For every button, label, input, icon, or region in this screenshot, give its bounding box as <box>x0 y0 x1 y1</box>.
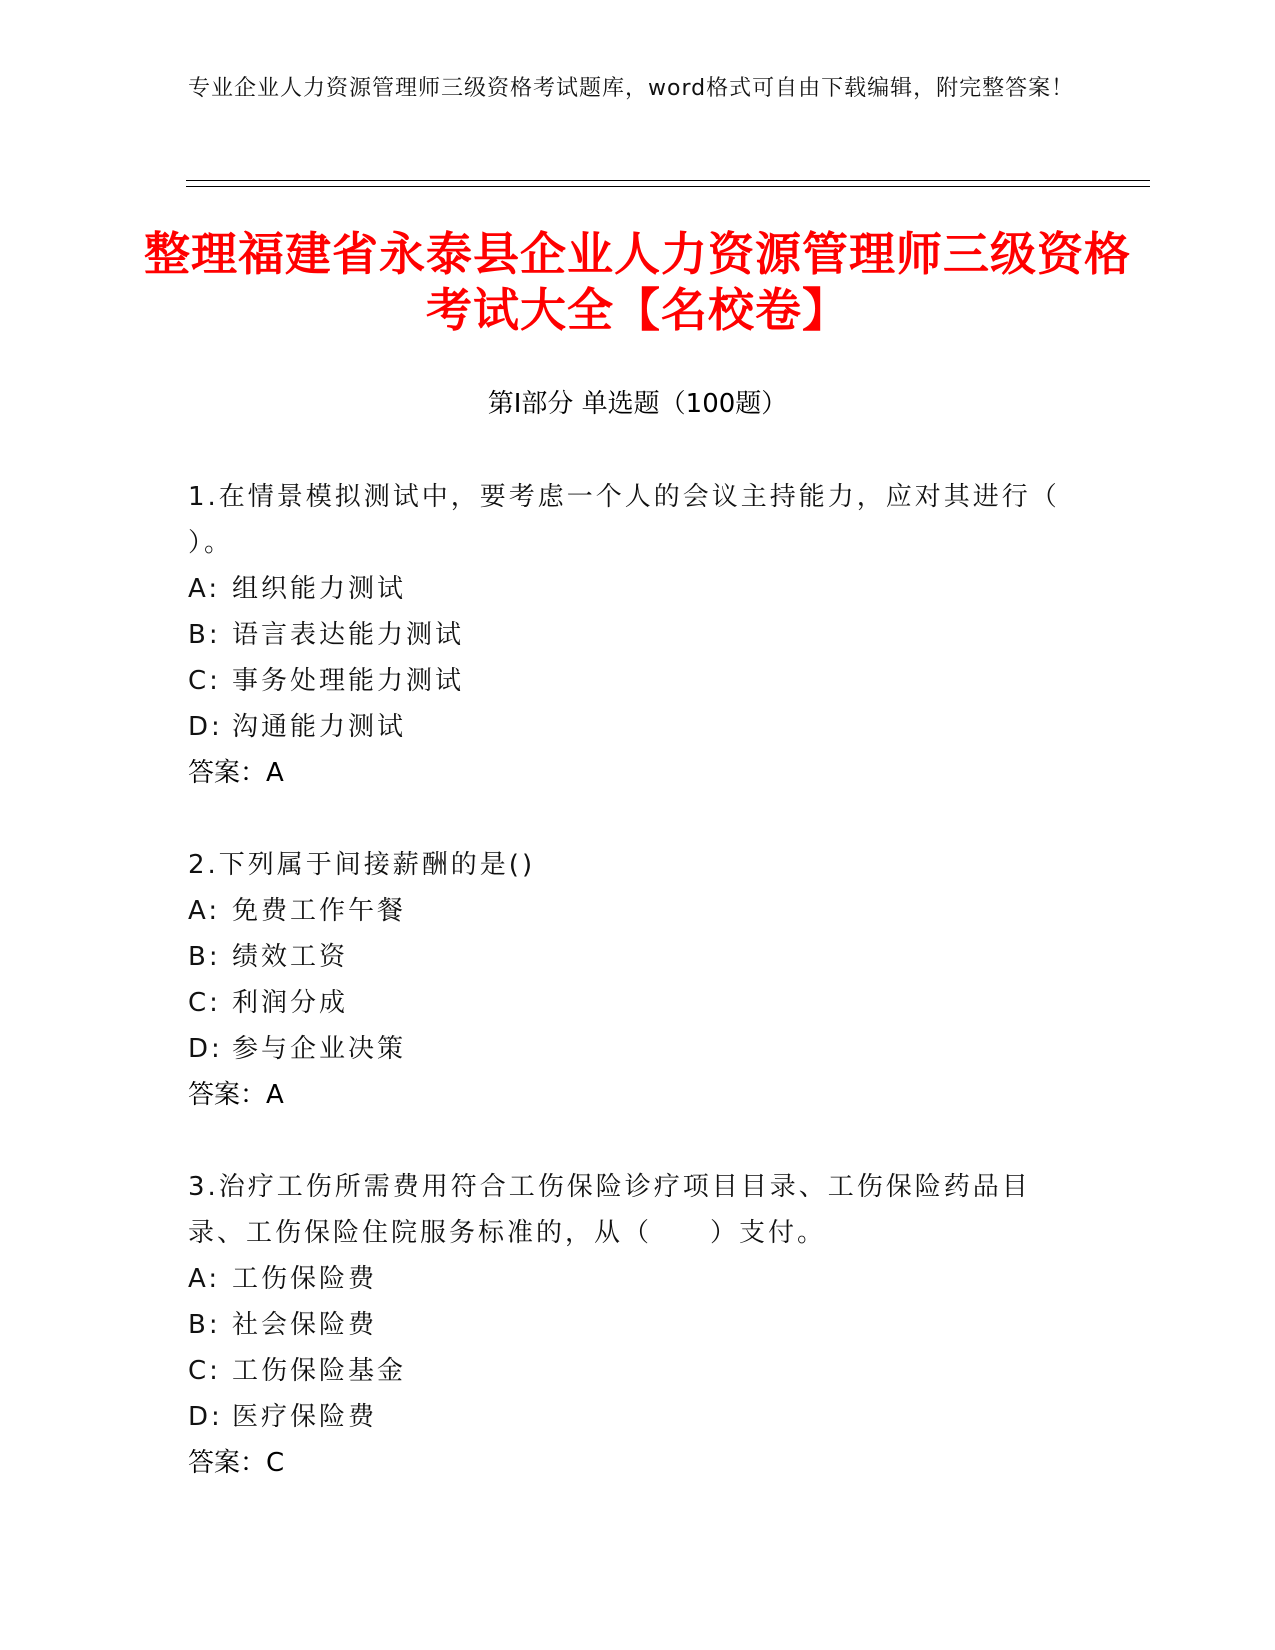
option-b <box>188 934 1068 980</box>
question-3 <box>188 1164 1068 1486</box>
option-letter: B: <box>188 620 221 650</box>
option-d <box>188 704 1068 750</box>
question-stem: 1.在情景模拟测试中，要考虑一个人的会议主持能力，应对其进行（ ）。 <box>188 482 1060 558</box>
header-divider-top <box>186 180 1150 181</box>
option-text: 语言表达能力测试 <box>232 620 465 650</box>
option-letter: C: <box>188 1356 221 1386</box>
option-text: 组织能力测试 <box>232 574 407 604</box>
option-text: 社会保险费 <box>232 1310 378 1340</box>
option-a <box>188 888 1068 934</box>
option-c <box>188 658 1068 704</box>
question-1 <box>188 474 1068 796</box>
option-b <box>188 1302 1068 1348</box>
option-letter: D: <box>188 712 223 742</box>
question-stem: 3.治疗工伤所需费用符合工伤保险诊疗项目目录、工伤保险药品目录、工伤保险住院服务标准的，从（ ）支付。 <box>188 1172 1031 1248</box>
option-letter: C: <box>188 988 221 1018</box>
option-d <box>188 1394 1068 1440</box>
option-c <box>188 980 1068 1026</box>
option-letter: B: <box>188 1310 221 1340</box>
option-text: 沟通能力测试 <box>232 712 407 742</box>
option-text: 事务处理能力测试 <box>232 666 465 696</box>
option-d <box>188 1026 1068 1072</box>
option-letter: A: <box>188 1264 221 1294</box>
option-text: 免费工作午餐 <box>232 896 407 926</box>
answer-line: 答案：C <box>188 1448 285 1478</box>
section-heading: 第I部分 单选题（100题） <box>487 389 788 419</box>
header-divider-bottom <box>186 186 1150 187</box>
option-text: 绩效工资 <box>232 942 349 972</box>
answer-line: 答案：A <box>188 1080 284 1110</box>
option-text: 工伤保险基金 <box>232 1356 407 1386</box>
question-2 <box>188 842 1068 1118</box>
option-a <box>188 566 1068 612</box>
option-letter: D: <box>188 1034 223 1064</box>
option-letter: A: <box>188 896 221 926</box>
header-note: 专业企业人力资源管理师三级资格考试题库，word格式可自由下载编辑，附完整答案！ <box>188 76 1075 101</box>
answer-line: 答案：A <box>188 758 284 788</box>
option-text: 医疗保险费 <box>232 1402 378 1432</box>
option-letter: C: <box>188 666 221 696</box>
option-text: 工伤保险费 <box>232 1264 378 1294</box>
option-c <box>188 1348 1068 1394</box>
option-letter: D: <box>188 1402 223 1432</box>
document-title: 整理福建省永泰县企业人力资源管理师三级资格考试大全【名校卷】 <box>144 227 1131 337</box>
question-stem: 2.下列属于间接薪酬的是() <box>188 850 536 880</box>
option-letter: A: <box>188 574 221 604</box>
option-text: 参与企业决策 <box>232 1034 407 1064</box>
question-list <box>188 474 1068 1532</box>
option-text: 利润分成 <box>232 988 349 1018</box>
option-a <box>188 1256 1068 1302</box>
option-letter: B: <box>188 942 221 972</box>
option-b <box>188 612 1068 658</box>
